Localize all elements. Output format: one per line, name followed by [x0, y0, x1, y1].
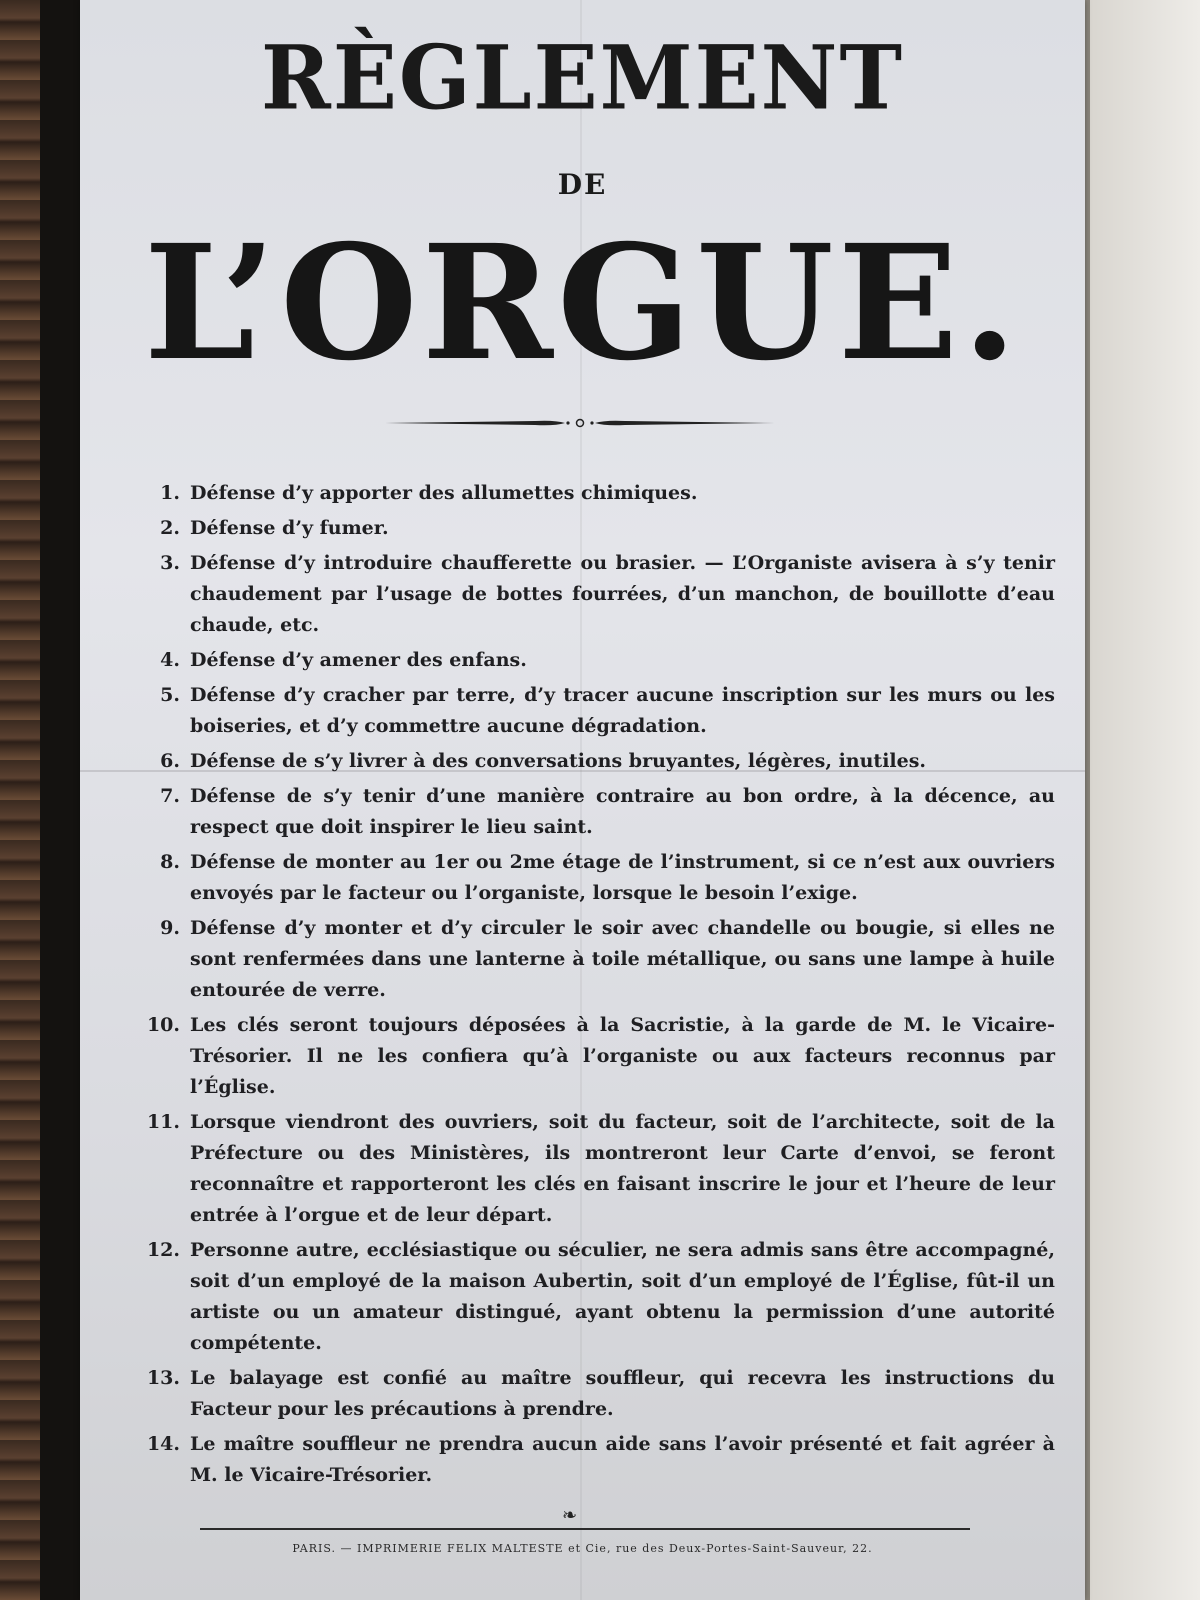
- rule-item: [120, 1010, 1055, 1103]
- rule-item: [120, 513, 1055, 544]
- rule-text: Défense de s’y tenir d’une manière contraire au bon ordre, à la décence, au respect que doit inspirer le lieu saint.: [190, 785, 1055, 838]
- rule-text: Le maître souffleur ne prendra aucun aide sans l’avoir présenté et fait agréer à M. le Vicaire-Trésorier.: [190, 1433, 1055, 1486]
- footer-rule: [200, 1528, 970, 1530]
- ornamental-divider: [385, 416, 775, 430]
- rule-item: [120, 1107, 1055, 1231]
- rule-text: Défense d’y introduire chaufferette ou brasier. — L’Organiste avisera à s’y tenir chaudement par l’usage de bottes fourrées, d’un manchon, de bouillotte d’eau chaude, etc.: [190, 552, 1055, 636]
- rule-item: [120, 680, 1055, 742]
- rule-item: [120, 746, 1055, 777]
- rule-text: Défense de monter au 1er ou 2me étage de l’instrument, si ce n’est aux ouvriers envoyés par le facteur ou l’organiste, lorsque le besoin l’exige.: [190, 851, 1055, 904]
- rule-text: Personne autre, ecclésiastique ou séculier, ne sera admis sans être accompagné, soit d’un employé de la maison Aubertin, soit d’un employé de l’Église, fût-il un artiste ou un amateur distingué, ayant obtenu la permission d’une autorité compétente.: [190, 1239, 1055, 1354]
- rule-text: Le balayage est confié au maître souffleur, qui recevra les instructions du Facteur pour les précautions à prendre.: [190, 1367, 1055, 1420]
- rule-item: [120, 548, 1055, 641]
- dark-frame-edge: [40, 0, 80, 1600]
- poster-title: RÈGLEMENT: [261, 25, 904, 130]
- rule-item: [120, 1429, 1055, 1491]
- rule-number: 12.: [146, 1239, 180, 1261]
- rule-number: 5.: [160, 684, 180, 706]
- rule-number: 7.: [160, 785, 180, 807]
- rule-number: 14.: [146, 1433, 180, 1455]
- rule-number: 11.: [146, 1111, 180, 1133]
- rule-item: [120, 1363, 1055, 1425]
- rule-number: 6.: [160, 750, 180, 772]
- rule-number: 8.: [160, 851, 180, 873]
- poster-main-title: L’ORGUE.: [143, 211, 1022, 396]
- rule-item: [120, 478, 1055, 509]
- rules-list: [120, 478, 1055, 1495]
- rule-item: [120, 913, 1055, 1006]
- wall-background: [1090, 0, 1200, 1600]
- rule-number: 13.: [146, 1367, 180, 1389]
- rule-text: Défense de s’y livrer à des conversations bruyantes, légères, inutiles.: [190, 750, 927, 772]
- rule-text: Lorsque viendront des ouvriers, soit du facteur, soit de l’architecte, soit de la Préfecture ou des Ministères, ils montreront leur Carte d’envoi, se feront reconnaître et rapporteront les clés en faisant inscrire le jour et l’heure de leur entrée à l’orgue et de leur départ.: [190, 1111, 1055, 1226]
- rule-text: Défense d’y cracher par terre, d’y tracer aucune inscription sur les murs ou les boiseries, et d’y commettre aucune dégradation.: [190, 684, 1055, 737]
- rule-text: Défense d’y fumer.: [190, 517, 389, 539]
- rule-text: Défense d’y monter et d’y circuler le soir avec chandelle ou bougie, si elles ne sont renfermées dans une lanterne à toile métallique, ou sans une lampe à huile entourée de verre.: [190, 917, 1055, 1001]
- rule-text: Défense d’y apporter des allumettes chimiques.: [190, 482, 698, 504]
- printer-imprint: PARIS. — IMPRIMERIE FELIX MALTESTE et Cie, rue des Deux-Portes-Saint-Sauveur, 22.: [292, 1542, 873, 1555]
- rule-item: [120, 847, 1055, 909]
- rule-item: [120, 645, 1055, 676]
- printed-notice-poster: [80, 0, 1085, 1600]
- rule-number: 9.: [160, 917, 180, 939]
- rule-number: 3.: [160, 552, 180, 574]
- rule-item: [120, 1235, 1055, 1359]
- rule-item: [120, 781, 1055, 843]
- rule-number: 1.: [160, 482, 180, 504]
- poster-subtitle: DE: [557, 168, 608, 201]
- printer-fleuron-icon: ❧: [562, 1505, 578, 1526]
- rule-number: 4.: [160, 649, 180, 671]
- rule-number: 2.: [160, 517, 180, 539]
- rule-text: Les clés seront toujours déposées à la Sacristie, à la garde de M. le Vicaire-Trésorier. Il ne les confiera qu’à l’organiste ou aux facteurs reconnus par l’Église.: [190, 1014, 1055, 1098]
- rule-number: 10.: [146, 1014, 180, 1036]
- rule-text: Défense d’y amener des enfans.: [190, 649, 527, 671]
